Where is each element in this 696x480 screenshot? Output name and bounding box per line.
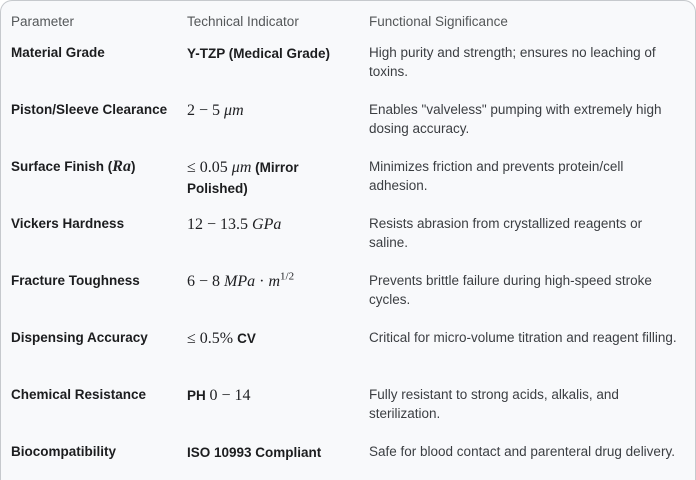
table-row: [11, 210, 685, 267]
table-row: [11, 39, 685, 96]
significance-cell: Safe for blood contact and parenteral drug delivery.: [369, 444, 675, 459]
indicator-cell: [187, 385, 369, 406]
significance-cell: Fully resistant to strong acids, alkalis, and sterilization.: [369, 387, 619, 421]
significance-cell: Minimizes friction and prevents protein/cell adhesion.: [369, 159, 624, 193]
param-text: Surface Finish (: [11, 159, 113, 174]
math-symbol-segment: Ra: [112, 158, 131, 175]
param-cell: Piston/Sleeve Clearance: [11, 102, 168, 117]
math-unit-segment: MPa: [224, 273, 256, 290]
param-cell: Vickers Hardness: [11, 216, 125, 231]
math-segment: ≤ 0.5%: [187, 330, 238, 347]
param-text: ): [130, 159, 136, 174]
column-header-parameter: Parameter: [11, 14, 75, 29]
math-unit-segment: μm: [224, 102, 244, 119]
param-cell: Dispensing Accuracy: [11, 330, 148, 345]
math-unit-segment: m: [268, 273, 281, 290]
bold-segment: (Mirror Polished): [187, 160, 299, 196]
math-segment: 0 − 14: [209, 387, 251, 404]
table-row: [11, 324, 685, 381]
indicator-cell: [187, 442, 369, 463]
table-row: [11, 438, 685, 480]
math-segment: ≤ 0.05: [187, 159, 232, 176]
significance-cell: Critical for micro-volume titration and reagent filling.: [369, 330, 677, 345]
bold-segment: ISO 10993 Compliant: [187, 445, 322, 460]
table-row: [11, 153, 685, 210]
indicator-cell: [187, 214, 369, 235]
indicator-cell: [187, 100, 369, 121]
significance-cell: Enables "valveless" pumping with extremely high dosing accuracy.: [369, 102, 662, 136]
math-segment: 12 − 13.5: [187, 216, 253, 233]
math-unit-segment: GPa: [252, 216, 282, 233]
indicator-cell: [187, 157, 369, 199]
column-header-technical-indicator: Technical Indicator: [187, 14, 299, 29]
bold-segment: CV: [237, 331, 256, 346]
significance-cell: Prevents brittle failure during high-speed stroke cycles.: [369, 273, 652, 307]
math-segment: 6 − 8: [187, 273, 225, 290]
param-cell: [11, 157, 187, 177]
math-dot-segment: ·: [255, 273, 269, 290]
table-header-row: [11, 1, 685, 39]
bold-segment: PH: [187, 388, 210, 403]
param-cell: Biocompatibility: [11, 444, 117, 459]
column-header-functional-significance: Functional Significance: [369, 14, 508, 29]
indicator-cell: [187, 43, 369, 64]
significance-cell: High purity and strength; ensures no leaching of toxins.: [369, 45, 656, 79]
indicator-cell: [187, 271, 369, 292]
significance-cell: Resists abrasion from crystallized reagents or saline.: [369, 216, 643, 250]
math-superscript: 1/2: [280, 270, 295, 283]
table-row: [11, 96, 685, 153]
bold-segment: Y-TZP (Medical Grade): [187, 46, 331, 61]
math-segment: 2 − 5: [187, 102, 225, 119]
table-row: [11, 267, 685, 324]
math-unit-segment: μm: [231, 159, 252, 176]
param-cell: Fracture Toughness: [11, 273, 140, 288]
param-cell: Material Grade: [11, 45, 105, 60]
indicator-cell: [187, 328, 369, 349]
table-row: [11, 381, 685, 438]
param-cell: Chemical Resistance: [11, 387, 147, 402]
